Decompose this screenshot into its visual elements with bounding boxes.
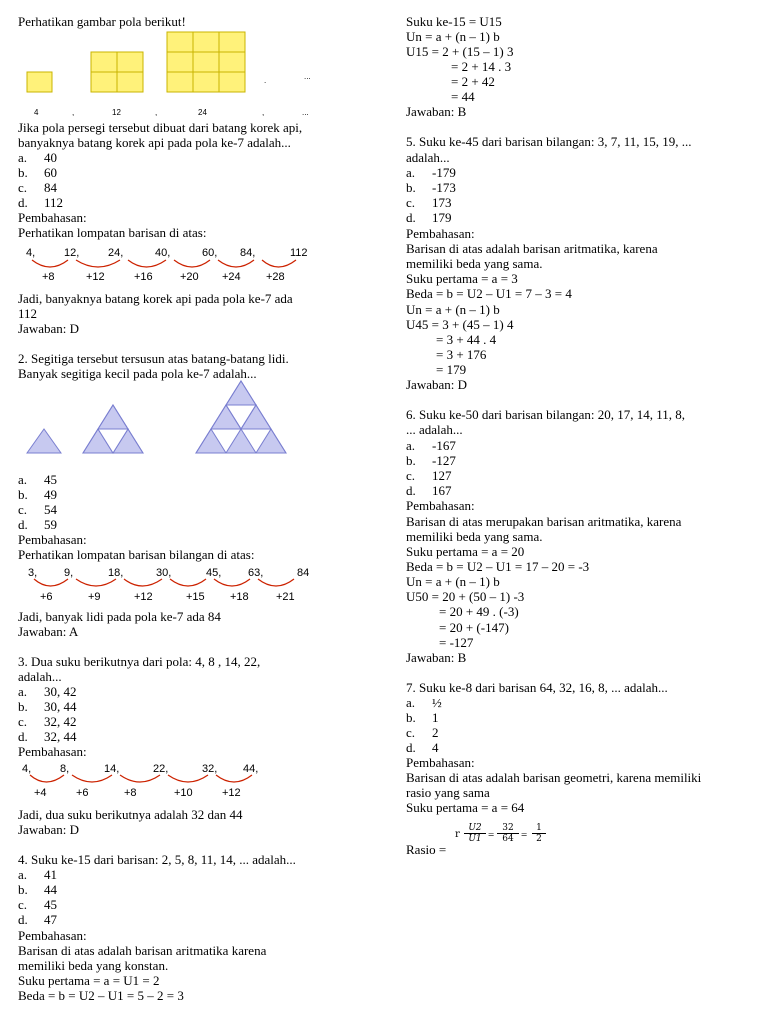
q4-option-c: c. 45	[18, 897, 57, 912]
q3-seq-term: 32,	[202, 763, 218, 775]
q5-option-a: a. -179	[406, 165, 456, 180]
q3-answer: Jawaban: D	[18, 822, 80, 837]
q4-answer: Jawaban: B	[406, 104, 467, 119]
q6-answer: Jawaban: B	[406, 650, 467, 665]
q3-seq-term: 44,	[243, 763, 259, 775]
q7-option-b: b. 1	[406, 710, 439, 725]
q5-text: Barisan di atas adalah barisan aritmatika, karena	[406, 241, 658, 256]
q1-text: banyaknya batang korek api pada pola ke-7 adalah...	[18, 135, 291, 150]
q6-text: Un = a + (n – 1) b	[406, 574, 500, 589]
intro-text: Perhatikan gambar pola berikut!	[18, 14, 186, 29]
q3-option-b: b. 30, 44	[18, 699, 77, 714]
q2-option-a: a. 45	[18, 472, 57, 487]
q5-text: Beda = b = U2 – U1 = 7 – 3 = 4	[406, 286, 572, 301]
q1-seq-term: 112	[290, 247, 308, 259]
q6-text: Beda = b = U2 – U1 = 17 – 20 = -3	[406, 559, 590, 574]
q7-fraction-num: $\frac{32}{64}$	[497, 823, 519, 844]
pattern-label: ,	[155, 108, 158, 117]
q7-fraction-u: $\frac{U2}{U1}$	[464, 823, 486, 844]
q4-calc-line: = 2 + 42	[451, 74, 495, 89]
q2-title: Banyak segitiga kecil pada pola ke-7 adalah...	[18, 366, 257, 381]
q2-seq-term: 9,	[64, 567, 74, 579]
q5-calc-line: = 3 + 44 . 4	[436, 332, 497, 347]
q5-option-b: b. -173	[406, 180, 456, 195]
q5-text: memiliki beda yang sama.	[406, 256, 543, 271]
q7-title: 7. Suku ke-8 dari barisan 64, 32, 16, 8, ... adalah...	[406, 680, 668, 695]
q1-seq-term: 4,	[26, 247, 36, 259]
pattern-ellipsis: ...	[304, 72, 311, 81]
q2-seq-term: 84	[297, 567, 310, 579]
q4-text: Suku pertama = a = U1 = 2	[18, 973, 160, 988]
q3-title: 3. Dua suku berikutnya dari pola: 4, 8 , 14, 22,	[18, 654, 261, 669]
q6-text: Suku pertama = a = 20	[406, 544, 525, 559]
q2-diff: +15	[186, 591, 205, 603]
q3-seq-term: 4,	[22, 763, 32, 775]
q1-answer: Jawaban: D	[18, 321, 80, 336]
q3-jump-arcs	[18, 773, 298, 793]
pattern-label: 12	[112, 108, 121, 117]
q7-text: Barisan di atas adalah barisan geometri, karena memiliki	[406, 770, 702, 785]
q4-text: Beda = b = U2 – U1 = 5 – 2 = 3	[18, 988, 184, 1003]
q7-rasio-label: Rasio =	[406, 842, 447, 857]
q6-calc-line: = 20 + (-147)	[439, 620, 509, 635]
q3-option-c: c. 32, 42	[18, 714, 77, 729]
q3-title: adalah...	[18, 669, 62, 684]
q2-diff: +18	[230, 591, 249, 603]
q1-seq-term: 40,	[155, 247, 171, 259]
q1-diff: +16	[134, 271, 153, 283]
q4-calc-line: = 44	[451, 89, 475, 104]
q7-pembahasan: Pembahasan:	[406, 755, 475, 770]
q6-text: U50 = 20 + (50 – 1) -3	[406, 589, 525, 604]
q4-option-b: b. 44	[18, 882, 57, 897]
q1-pembahasan: Pembahasan:	[18, 210, 87, 225]
q2-conclusion: Jadi, banyak lidi pada pola ke-7 ada 84	[18, 609, 221, 624]
q4-calc-line: Un = a + (n – 1) b	[406, 29, 500, 44]
q4-calc-line: = 2 + 14 . 3	[451, 59, 512, 74]
q5-text: Suku pertama = a = 3	[406, 271, 518, 286]
q7-r-symbol: r	[455, 829, 460, 840]
q3-conclusion: Jadi, dua suku berikutnya adalah 32 dan 44	[18, 807, 243, 822]
q5-text: Un = a + (n – 1) b	[406, 302, 500, 317]
q4-title: 4. Suku ke-15 dari barisan: 2, 5, 8, 11, 14, ... adalah...	[18, 852, 296, 867]
q4-option-a: a. 41	[18, 867, 57, 882]
q3-diff: +6	[76, 787, 89, 799]
q6-pembahasan: Pembahasan:	[406, 498, 475, 513]
q2-option-b: b. 49	[18, 487, 57, 502]
q3-option-d: d. 32, 44	[18, 729, 77, 744]
q2-diff: +21	[276, 591, 295, 603]
q1-pembahasan-text: Perhatikan lompatan barisan di atas:	[18, 225, 207, 240]
q3-seq-term: 8,	[60, 763, 70, 775]
q2-pembahasan-text: Perhatikan lompatan barisan bilangan di atas:	[18, 547, 255, 562]
q6-option-b: b. -127	[406, 453, 456, 468]
triangle-pattern-figure	[25, 380, 325, 456]
q5-title: 5. Suku ke-45 dari barisan bilangan: 3, 7, 11, 15, 19, ...	[406, 134, 692, 149]
q3-diff: +4	[34, 787, 47, 799]
q1-seq-term: 12,	[64, 247, 80, 259]
q7-equals: =	[488, 829, 495, 841]
q7-option-a: a. ½	[406, 695, 442, 710]
q3-pembahasan: Pembahasan:	[18, 744, 87, 759]
q6-option-d: d. 167	[406, 483, 452, 498]
q4-pembahasan: Pembahasan:	[18, 928, 87, 943]
pattern-dot: .	[264, 76, 267, 85]
q2-diff: +9	[88, 591, 101, 603]
q6-calc-line: = 20 + 49 . (-3)	[439, 604, 519, 619]
q3-option-a: a. 30, 42	[18, 684, 77, 699]
q1-conclusion: Jadi, banyaknya batang korek api pada pola ke-7 ada	[18, 291, 293, 306]
q3-diff: +12	[222, 787, 241, 799]
pattern-label: ,	[262, 108, 265, 117]
q7-text: Suku pertama = a = 64	[406, 800, 525, 815]
q2-seq-term: 3,	[28, 567, 38, 579]
q5-text: U45 = 3 + (45 – 1) 4	[406, 317, 514, 332]
q2-title: 2. Segitiga tersebut tersusun atas batang-batang lidi.	[18, 351, 289, 366]
q4-text: memiliki beda yang konstan.	[18, 958, 169, 973]
q4-option-d: d. 47	[18, 912, 57, 927]
q2-diff: +6	[40, 591, 53, 603]
pattern-label: ,	[72, 108, 75, 117]
q2-pembahasan: Pembahasan:	[18, 532, 87, 547]
q5-option-d: d. 179	[406, 210, 452, 225]
q1-seq-term: 60,	[202, 247, 218, 259]
q2-seq-term: 30,	[156, 567, 172, 579]
q1-option-b: b. 60	[18, 165, 57, 180]
q1-option-a: a. 40	[18, 150, 57, 165]
q2-jump-arcs	[18, 577, 318, 597]
q6-option-c: c. 127	[406, 468, 452, 483]
q6-text: memiliki beda yang sama.	[406, 529, 543, 544]
q6-calc-line: = -127	[439, 635, 474, 650]
q7-fraction-result: $\frac{1}{2}$	[532, 823, 546, 844]
q4-text: Barisan di atas adalah barisan aritmatika karena	[18, 943, 267, 958]
q7-option-d: d. 4	[406, 740, 439, 755]
q6-option-a: a. -167	[406, 438, 456, 453]
q1-diff: +24	[222, 271, 241, 283]
q6-text: Barisan di atas merupakan barisan aritmatika, karena	[406, 514, 682, 529]
q1-option-d: d. 112	[18, 195, 64, 210]
q3-diff: +8	[124, 787, 137, 799]
q5-calc-line: = 179	[436, 362, 467, 377]
q4-calc-line: Suku ke-15 = U15	[406, 14, 502, 29]
q1-conclusion: 112	[18, 306, 38, 321]
q5-calc-line: = 3 + 176	[436, 347, 487, 362]
pattern-label: ...	[302, 108, 309, 117]
square-pattern-figure	[25, 30, 265, 105]
q1-diff: +20	[180, 271, 199, 283]
q2-option-d: d. 59	[18, 517, 57, 532]
q2-option-c: c. 54	[18, 502, 57, 517]
q7-option-c: c. 2	[406, 725, 439, 740]
q5-answer: Jawaban: D	[406, 377, 468, 392]
q3-seq-term: 14,	[104, 763, 120, 775]
q1-diff: +12	[86, 271, 105, 283]
q2-diff: +12	[134, 591, 153, 603]
q1-diff: +8	[42, 271, 55, 283]
q2-seq-term: 63,	[248, 567, 264, 579]
q6-title: 6. Suku ke-50 dari barisan bilangan: 20, 17, 14, 11, 8,	[406, 407, 685, 422]
q2-seq-term: 18,	[108, 567, 124, 579]
q5-option-c: c. 173	[406, 195, 452, 210]
q1-option-c: c. 84	[18, 180, 57, 195]
pattern-label: 24	[198, 108, 207, 117]
q7-text: rasio yang sama	[406, 785, 490, 800]
q6-title: ... adalah...	[406, 422, 463, 437]
q1-seq-term: 84,	[240, 247, 256, 259]
q4-calc-line: U15 = 2 + (15 – 1) 3	[406, 44, 514, 59]
q3-seq-term: 22,	[153, 763, 169, 775]
q1-diff: +28	[266, 271, 285, 283]
q3-diff: +10	[174, 787, 193, 799]
q2-answer: Jawaban: A	[18, 624, 79, 639]
q2-seq-term: 45,	[206, 567, 222, 579]
q1-text: Jika pola persegi tersebut dibuat dari batang korek api,	[18, 120, 303, 135]
q5-pembahasan: Pembahasan:	[406, 226, 475, 241]
pattern-label: 4	[34, 108, 39, 117]
q5-title: adalah...	[406, 150, 450, 165]
q1-seq-term: 24,	[108, 247, 124, 259]
q7-equals: =	[521, 829, 528, 841]
